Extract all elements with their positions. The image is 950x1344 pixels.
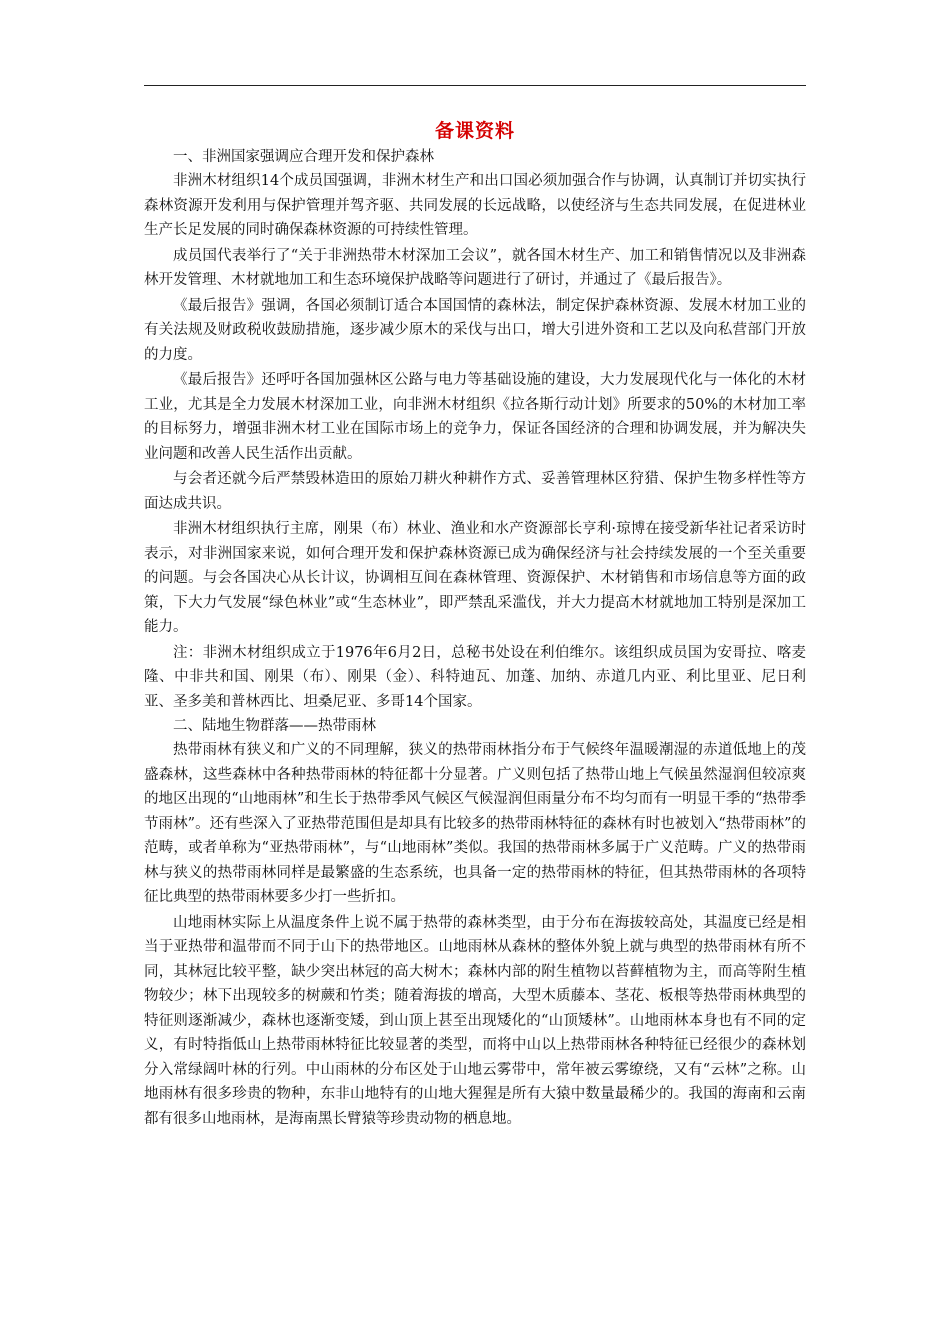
section-heading-1: 一、非洲国家强调应合理开发和保护森林	[173, 149, 434, 165]
paragraph: 山地雨林实际上从温度条件上说不属于热带的森林类型，由于分布在海拔较高处，其温度已经是相当于亚热带和温带而不同于山下的热带地区。山地雨林从森林的整体外貌上就与典型的热带雨林有所不同，其林冠比较平整，缺少突出林冠的高大树木；森林内部的附生植物以苔藓植物为主，而高等附生植物较少；林下出现较多的树蕨和竹类；随着海拔的增高，大型木质藤本、茎花、板根等热带雨林典型的特征则逐渐减少，森林也逐渐变矮，到山顶上甚至出现矮化的“山顶矮林”。山地雨林本身也有不同的定义，有时特指低山上热带雨林特征比较显著的类型，而将中山以上热带雨林各种特征已经很少的森林划分入常绿阔叶林的行列。中山雨林的分布区处于山地云雾带中，常年被云雾缭绕，又有“云林”之称。山地雨林有很多珍贵的物种，东非山地特有的山地大猩猩是所有大猿中数量最稀少的。我国的海南和云南都有很多山地雨林，是海南黑长臂猿等珍贵动物的栖息地。	[144, 914, 806, 1127]
paragraph: 成员国代表举行了“关于非洲热带木材深加工会议”，就各国木材生产、加工和销售情况以及非洲森林开发管理、木材就地加工和生态环境保护战略等问题进行了研讨，并通过了《最后报告》。	[144, 247, 806, 288]
paragraph: 热带雨林有狭义和广义的不同理解，狭义的热带雨林指分布于气候终年温暖潮湿的赤道低地上的茂盛森林，这些森林中各种热带雨林的特征都十分显著。广义则包括了热带山地上气候虽然湿润但较凉爽的地区出现的“山地雨林”和生长于热带季风气候区气候湿润但雨量分布不均匀而有一明显干季的“热带季节雨林”。还有些深入了亚热带范围但是却具有比较多的热带雨林特征的森林有时也被划入“热带雨林”的范畴，或者单称为“亚热带雨林”，与“山地雨林”类似。我国的热带雨林多属于广义范畴。广义的热带雨林与狭义的热带雨林同样是最繁盛的生态系统，也具备一定的热带雨林的特征，但其热带雨林的各项特征比典型的热带雨林要多少打一些折扣。	[144, 742, 806, 905]
paragraph: 《最后报告》还呼吁各国加强林区公路与电力等基础设施的建设，大力发展现代化与一体化的木材工业，尤其是全力发展木材深加工业，向非洲木材组织《拉各斯行动计划》所要求的50%的木材加工率的目标努力，增强非洲木材工业在国际市场上的竞争力，保证各国经济的合理和协调发展，并为解决失业问题和改善人民生活作出贡献。	[144, 372, 806, 462]
paragraph: 非洲木材组织执行主席，刚果（布）林业、渔业和水产资源部长亨利·琼博在接受新华社记者采访时表示，对非洲国家来说，如何合理开发和保护森林资源已成为确保经济与社会持续发展的一个至关重要的问题。与会各国决心从长计议，协调相互间在森林管理、资源保护、木材销售和市场信息等方面的政策，下大力气发展“绿色林业”或“生态林业”，即严禁乱采滥伐，并大力提高木材就地加工特别是深加工能力。	[144, 521, 806, 635]
paragraph-note: 注：非洲木材组织成立于1976年6月2日，总秘书处设在利伯维尔。该组织成员国为安哥拉、喀麦隆、中非共和国、刚果（布）、刚果（金）、科特迪瓦、加蓬、加纳、赤道几内亚、利比里亚、尼日利亚、圣多美和普林西比、坦桑尼亚、多哥14个国家。	[144, 644, 806, 710]
document-body	[144, 119, 806, 1131]
header-rule	[144, 85, 806, 86]
page-title: 备课资料	[434, 120, 515, 142]
paragraph: 《最后报告》强调，各国必须制订适合本国国情的森林法，制定保护森林资源、发展木材加工业的有关法规及财政税收鼓励措施，逐步减少原木的采伐与出口，增大引进外资和工艺以及向私营部门开放的力度。	[144, 297, 806, 363]
paragraph: 与会者还就今后严禁毁林造田的原始刀耕火种耕作方式、妥善管理林区狩猎、保护生物多样性等方面达成共识。	[144, 471, 806, 512]
paragraph: 非洲木材组织14个成员国强调，非洲木材生产和出口国必须加强合作与协调，认真制订并切实执行森林资源开发利用与保护管理并驾齐驱、共同发展的长远战略，以使经济与生态共同发展，在促进林业生产长足发展的同时确保森林资源的可持续性管理。	[144, 173, 806, 238]
section-heading-2: 二、陆地生物群落——热带雨林	[173, 718, 376, 734]
